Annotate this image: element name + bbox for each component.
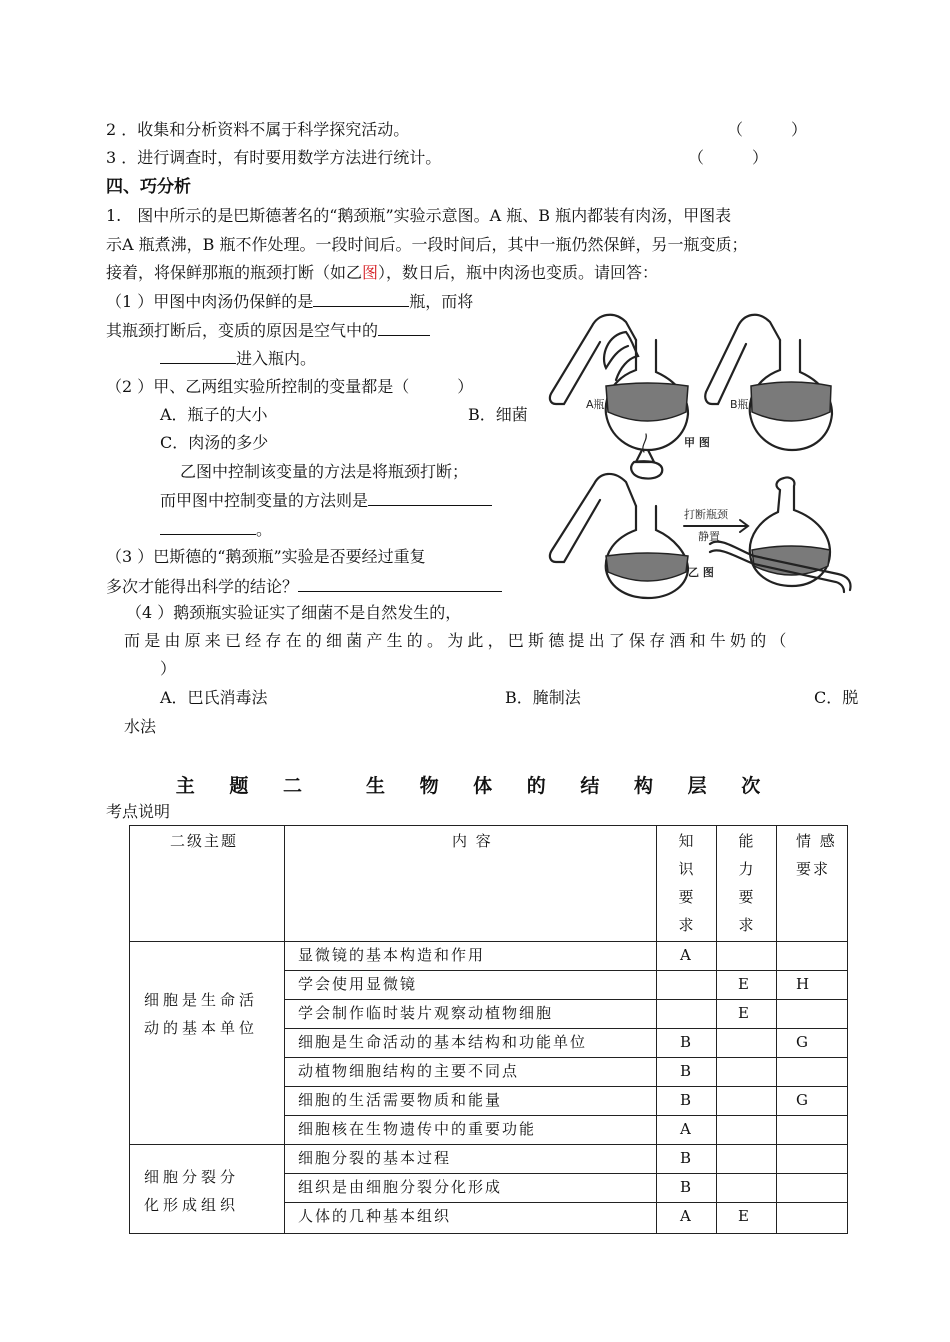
- row-emotion: G: [796, 1033, 810, 1051]
- subquestion-2: （2 ）甲、乙两组实验所控制的变量都是（ ）: [106, 377, 474, 396]
- subquestion-text: 。: [256, 520, 273, 539]
- subquestion-2-note-line-2: [160, 489, 492, 512]
- flask-b: [705, 315, 832, 450]
- row-ability: E: [738, 1004, 751, 1022]
- answer-blank[interactable]: [298, 575, 502, 592]
- option-c: C．肉汤的多少: [160, 433, 269, 452]
- row-knowledge: A: [680, 1207, 693, 1225]
- row-knowledge: B: [680, 1091, 694, 1109]
- arrow-label-top: 打断瓶颈: [684, 508, 728, 521]
- header-char: 求: [678, 916, 694, 934]
- header-char: 求: [738, 916, 754, 934]
- question-2-answer-paren: （ ）: [727, 120, 808, 139]
- row-knowledge: A: [680, 1120, 693, 1138]
- header-char: 知: [678, 832, 694, 850]
- header-level2: 二级主题: [170, 832, 239, 850]
- syllabus-table: [129, 825, 848, 1234]
- caption-yi: 乙 图: [688, 566, 714, 579]
- subquestion-2-note: 乙图中控制该变量的方法是将瓶颈打断；: [180, 462, 469, 481]
- subquestion-1-line-1: [106, 290, 473, 313]
- question-2: 2 ．收集和分析资料不属于科学探究活动。: [106, 120, 410, 139]
- swan-neck-flask-figure: [548, 300, 880, 600]
- group-2-name-2: 化形成组织: [144, 1196, 240, 1214]
- arrow-label-bottom: 静置: [698, 530, 720, 543]
- group-1-name: 细胞是生命活: [144, 991, 259, 1009]
- row-knowledge: B: [680, 1149, 694, 1167]
- subquestion-4-line-1: （4 ）鹅颈瓶实验证实了细菌不是自然发生的，: [126, 603, 462, 622]
- section-heading: 四、巧分析: [106, 177, 191, 197]
- paragraph-line-2: 示A 瓶煮沸，B 瓶不作处理。一段时间后。一段时间后，其中一瓶仍然保鲜，另一瓶变质；: [106, 235, 748, 254]
- answer-blank[interactable]: [160, 347, 236, 364]
- flask-a: [550, 315, 688, 479]
- option-b: B．腌制法: [505, 688, 581, 707]
- option-c: C．脱: [814, 688, 859, 707]
- flask-yi-before: [550, 474, 688, 598]
- subquestion-2-note-line-3: [160, 518, 272, 541]
- row-content: 人体的几种基本组织: [298, 1207, 452, 1225]
- label-a: A瓶: [586, 398, 605, 411]
- answer-blank[interactable]: [378, 319, 430, 336]
- paragraph-text: ），数日后，瓶中肉汤也变质。请回答：: [378, 263, 659, 282]
- row-content: 细胞是生命活动的基本结构和功能单位: [298, 1033, 588, 1051]
- subquestion-text: 进入瓶内。: [236, 349, 317, 368]
- subquestion-3-line-1: （3 ）巴斯德的“鹅颈瓶”实验是否要经过重复: [106, 547, 426, 566]
- subquestion-1-line-3: [160, 347, 316, 370]
- header-char: 要: [678, 888, 694, 906]
- title-right: 生 物 体 的 结 构 层 次: [365, 775, 775, 797]
- label-b: B瓶: [730, 398, 749, 411]
- header-knowledge: [676, 827, 696, 939]
- header-content: 内 容: [452, 832, 493, 850]
- section-title: [0, 771, 950, 798]
- answer-blank[interactable]: [313, 290, 409, 307]
- subquestion-text: 而甲图中控制变量的方法则是: [160, 491, 369, 510]
- row-content: 学会制作临时装片观察动植物细胞: [298, 1004, 554, 1022]
- header-char: 识: [678, 860, 694, 878]
- option-c-continued: 水法: [124, 717, 157, 736]
- row-knowledge: B: [680, 1033, 694, 1051]
- paragraph-line-3: [106, 262, 658, 284]
- row-knowledge: B: [680, 1062, 694, 1080]
- header-char: 要: [738, 888, 754, 906]
- subquestion-text: 其瓶颈打断后，变质的原因是空气中的: [106, 321, 379, 340]
- row-emotion: H: [796, 975, 812, 993]
- row-content: 细胞核在生物遗传中的重要功能: [298, 1120, 537, 1138]
- answer-blank[interactable]: [368, 489, 492, 506]
- row-content: 细胞分裂的基本过程: [298, 1149, 452, 1167]
- row-ability: E: [738, 1207, 751, 1225]
- subquestion-1-line-2: [106, 319, 430, 342]
- header-emotion: 情 感: [796, 832, 837, 850]
- subquestion-4-paren-close: ）: [160, 659, 177, 678]
- option-a: A．巴氏消毒法: [160, 688, 268, 707]
- group-1-name-2: 动的基本单位: [144, 1019, 259, 1037]
- row-knowledge: A: [680, 946, 693, 964]
- header-ability: [736, 827, 756, 939]
- row-content: 显微镜的基本构造和作用: [298, 946, 486, 964]
- header-char: 力: [738, 860, 754, 878]
- subquestion-text: 瓶，而将: [409, 292, 474, 311]
- caption-jia: 甲 图: [684, 436, 710, 449]
- subquestion-text: 多次才能得出科学的结论？: [106, 577, 299, 596]
- row-emotion: G: [796, 1091, 810, 1109]
- subquestion-3-line-2: [106, 575, 502, 598]
- group-2-name: 细胞分裂分: [144, 1168, 240, 1186]
- row-ability: E: [738, 975, 751, 993]
- option-b: B．细菌: [468, 405, 528, 424]
- subquestion-4-line-2: 而是由原来已经存在的细菌产生的。为此，巴斯德提出了保存酒和牛奶的（: [124, 631, 791, 650]
- row-knowledge: B: [680, 1178, 694, 1196]
- title-left: 主 题 二: [175, 775, 316, 797]
- header-char: 能: [738, 832, 754, 850]
- paragraph-line-1: 1. 图中所示的是巴斯德著名的“鹅颈瓶”实验示意图。A 瓶、B 瓶内都装有肉汤，甲图表: [106, 206, 732, 225]
- header-emotion-2: 要求: [796, 860, 831, 878]
- option-a: A．瓶子的大小: [160, 405, 268, 424]
- row-content: 细胞的生活需要物质和能量: [298, 1091, 503, 1109]
- row-content: 组织是由细胞分裂分化形成: [298, 1178, 503, 1196]
- question-3: 3 ．进行调查时，有时要用数学方法进行统计。: [106, 148, 442, 167]
- answer-blank[interactable]: [160, 518, 256, 535]
- paragraph-text: 接着，将保鲜那瓶的瓶颈打断（如乙: [106, 263, 363, 282]
- red-highlight-text: 图: [362, 263, 379, 282]
- question-3-answer-paren: （ ）: [688, 148, 769, 167]
- subquestion-text: （1 ）甲图中肉汤仍保鲜的是: [106, 292, 314, 311]
- row-content: 动植物细胞结构的主要不同点: [298, 1062, 520, 1080]
- row-content: 学会使用显微镜: [298, 975, 418, 993]
- subtitle: 考点说明: [106, 802, 171, 821]
